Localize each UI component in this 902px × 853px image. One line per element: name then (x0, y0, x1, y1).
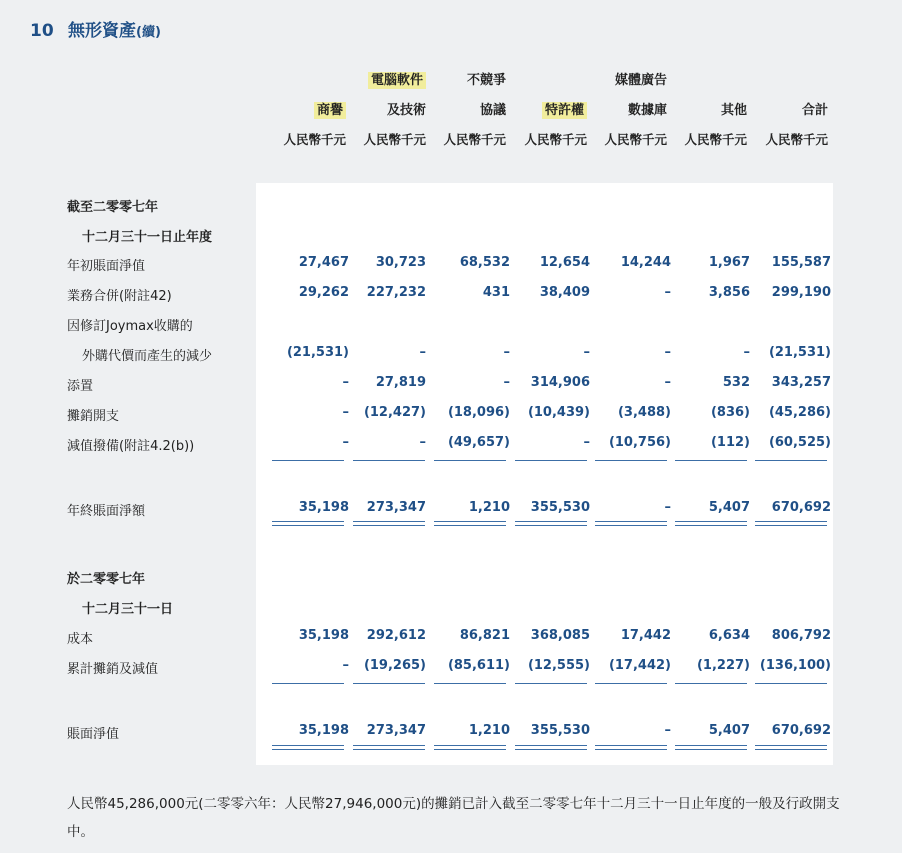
table-cell: 368,085 (530, 628, 590, 643)
total-double-rule (515, 745, 587, 750)
table-cell: 6,634 (708, 628, 750, 643)
column-header-text: 數據庫 (627, 103, 667, 118)
table-cell: 532 (722, 375, 750, 390)
column-unit: 人民幣千元 (765, 132, 828, 147)
column-header-text: 合計 (801, 103, 828, 118)
table-cell: (12,555) (527, 658, 590, 673)
section-sublabel: 十二月三十一日 (82, 602, 174, 617)
table-cell: – (664, 500, 671, 515)
table-cell: 292,612 (366, 628, 426, 643)
subtotal-rule (272, 683, 344, 684)
total-double-rule (434, 521, 506, 526)
column-header-line2 (480, 99, 506, 118)
table-cell: (836) (710, 405, 750, 420)
table-cell: – (503, 345, 510, 360)
total-double-rule (675, 745, 747, 750)
table-cell: – (342, 375, 349, 390)
table-cell: – (583, 345, 590, 360)
table-cell: 273,347 (366, 723, 426, 738)
column-header-text: 電腦軟件 (368, 72, 426, 89)
table-cell: (21,531) (768, 345, 831, 360)
subtotal-rule (675, 460, 747, 461)
section-number: 10 (30, 21, 54, 41)
table-cell: – (342, 658, 349, 673)
table-cell: (45,286) (768, 405, 831, 420)
column-unit: 人民幣千元 (443, 132, 506, 147)
table-cell: 35,198 (298, 628, 349, 643)
table-cell: 670,692 (771, 500, 831, 515)
table-cell: 27,467 (298, 255, 349, 270)
total-double-rule (595, 745, 667, 750)
column-header-line2 (387, 99, 426, 118)
table-cell: (10,439) (527, 405, 590, 420)
table-cell: 68,532 (459, 255, 510, 270)
subtotal-rule (595, 683, 667, 684)
row-label: 成本 (67, 632, 94, 647)
subtotal-rule (353, 683, 425, 684)
subtotal-rule (515, 460, 587, 461)
row-label: 攤銷開支 (67, 409, 120, 424)
row-label: 因修訂Joymax收購的 (67, 319, 193, 334)
total-double-rule (515, 521, 587, 526)
total-double-rule (434, 745, 506, 750)
table-cell: 35,198 (298, 723, 349, 738)
table-cell: 1,210 (468, 723, 510, 738)
table-cell: (49,657) (447, 435, 510, 450)
column-header-line2 (802, 99, 828, 118)
table-cell: 670,692 (771, 723, 831, 738)
column-header-text: 及技術 (386, 103, 426, 118)
table-cell: 806,792 (771, 628, 831, 643)
column-header-text: 媒體廣告 (614, 73, 667, 88)
subtotal-rule (434, 460, 506, 461)
table-cell: 299,190 (771, 285, 831, 300)
row-label: 減值撥備(附註4.2(b)) (67, 439, 195, 454)
column-header-line2 (542, 99, 587, 118)
table-cell: – (503, 375, 510, 390)
table-cell: 431 (482, 285, 510, 300)
subtotal-rule (595, 460, 667, 461)
total-double-rule (755, 745, 827, 750)
table-cell: (1,227) (696, 658, 750, 673)
table-cell: 5,407 (708, 723, 750, 738)
table-cell: 3,856 (708, 285, 750, 300)
column-unit: 人民幣千元 (684, 132, 747, 147)
column-header-text: 商譽 (314, 102, 346, 119)
table-cell: (12,427) (363, 405, 426, 420)
column-header-line1 (615, 69, 667, 88)
column-unit: 人民幣千元 (283, 132, 346, 147)
table-cell: (17,442) (608, 658, 671, 673)
table-cell: 38,409 (539, 285, 590, 300)
table-cell: – (664, 375, 671, 390)
table-cell: 35,198 (298, 500, 349, 515)
table-cell: 273,347 (366, 500, 426, 515)
total-double-rule (272, 745, 344, 750)
table-cell: 12,654 (539, 255, 590, 270)
column-header-text: 不競爭 (466, 73, 506, 88)
table-cell: 314,906 (530, 375, 590, 390)
table-panel (256, 183, 833, 765)
column-header-line1 (467, 69, 506, 88)
section-sublabel: 十二月三十一日止年度 (82, 230, 213, 245)
column-header-text: 其他 (720, 103, 747, 118)
table-cell: – (743, 345, 750, 360)
table-cell: – (583, 435, 590, 450)
total-double-rule (595, 521, 667, 526)
column-header-line2 (721, 99, 747, 118)
total-label: 年終賬面淨額 (67, 504, 146, 519)
table-cell: – (664, 723, 671, 738)
row-label: 年初賬面淨值 (67, 259, 146, 274)
total-label: 賬面淨值 (67, 727, 120, 742)
subtotal-rule (515, 683, 587, 684)
table-cell: – (342, 435, 349, 450)
table-cell: 227,232 (366, 285, 426, 300)
total-double-rule (755, 521, 827, 526)
footnote: 人民幣45,286,000元(二零零六年：人民幣27,946,000元)的攤銷已計入截至二零零七年十二月三十一日止年度的一般及行政開支中。 (67, 796, 840, 840)
table-cell: (136,100) (759, 658, 831, 673)
section-label: 截至二零零七年 (67, 200, 159, 215)
table-cell: (85,611) (447, 658, 510, 673)
total-double-rule (353, 745, 425, 750)
table-cell: 355,530 (530, 500, 590, 515)
subtotal-rule (353, 460, 425, 461)
subtotal-rule (675, 683, 747, 684)
table-cell: (21,531) (286, 345, 349, 360)
table-cell: – (664, 285, 671, 300)
table-cell: (19,265) (363, 658, 426, 673)
total-double-rule (272, 521, 344, 526)
section-heading (30, 16, 161, 41)
section-label: 於二零零七年 (67, 572, 146, 587)
column-header-text: 協議 (479, 103, 506, 118)
table-cell: 17,442 (620, 628, 671, 643)
column-unit: 人民幣千元 (604, 132, 667, 147)
table-cell: 343,257 (771, 375, 831, 390)
row-label: 累計攤銷及減值 (67, 662, 159, 677)
row-label: 業務合併(附註42) (67, 289, 172, 304)
table-cell: 1,967 (708, 255, 750, 270)
section-title: 無形資產 (68, 21, 136, 41)
section-continued: (續) (136, 25, 161, 40)
table-cell: – (664, 345, 671, 360)
total-double-rule (353, 521, 425, 526)
column-header-line2 (314, 99, 346, 118)
table-cell: – (342, 405, 349, 420)
row-label: 添置 (67, 379, 94, 394)
subtotal-rule (272, 460, 344, 461)
table-cell: 14,244 (620, 255, 671, 270)
subtotal-rule (755, 683, 827, 684)
column-unit: 人民幣千元 (524, 132, 587, 147)
table-cell: (112) (710, 435, 750, 450)
total-double-rule (675, 521, 747, 526)
subtotal-rule (434, 683, 506, 684)
table-cell: 155,587 (771, 255, 831, 270)
column-header-line2 (628, 99, 667, 118)
table-cell: (3,488) (617, 405, 671, 420)
table-cell: 5,407 (708, 500, 750, 515)
table-cell: 1,210 (468, 500, 510, 515)
table-cell: 355,530 (530, 723, 590, 738)
subtotal-rule (755, 460, 827, 461)
table-cell: – (419, 435, 426, 450)
table-cell: – (419, 345, 426, 360)
table-cell: 27,819 (375, 375, 426, 390)
column-header-line1 (368, 69, 426, 88)
table-cell: (60,525) (768, 435, 831, 450)
column-unit: 人民幣千元 (363, 132, 426, 147)
column-header-text: 特許權 (542, 102, 587, 119)
table-cell: 29,262 (298, 285, 349, 300)
table-cell: 30,723 (375, 255, 426, 270)
table-cell: (18,096) (447, 405, 510, 420)
row-label: 外購代價而產生的減少 (82, 349, 213, 364)
table-cell: 86,821 (459, 628, 510, 643)
table-cell: (10,756) (608, 435, 671, 450)
